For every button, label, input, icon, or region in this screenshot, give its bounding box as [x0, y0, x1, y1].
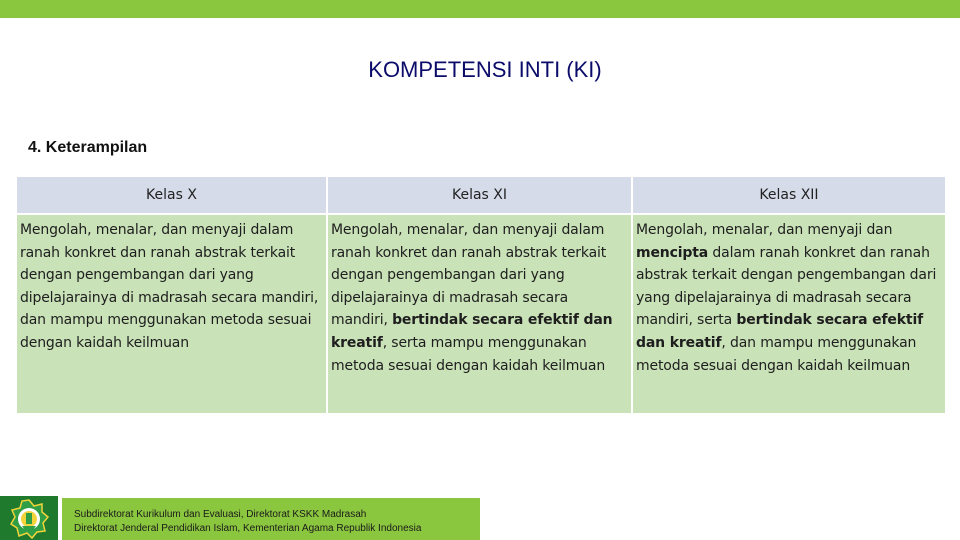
cell-text-bold: bertindak secara efektif dan kreatif — [636, 312, 924, 351]
competency-table — [15, 175, 947, 415]
cell-kelas-xii — [632, 214, 946, 414]
cell-kelas-xi — [327, 214, 632, 414]
footer-line-2: Direktorat Jenderal Pendidikan Islam, Kementerian Agama Republik Indonesia — [74, 523, 422, 534]
cell-text: , serta mampu menggunakan metoda sesuai dengan kaidah keilmuan — [331, 334, 606, 374]
cell-text: Mengolah, menalar, dan menyaji dan — [636, 222, 893, 238]
cell-text: dalam ranah konkret dan ranah abstrak terkait dengan pengembangan dari yang dipelajarainya di madrasah secara mandiri, serta — [636, 244, 937, 329]
table-row — [16, 214, 946, 414]
footer-box — [62, 498, 480, 540]
header-kelas-xii: Kelas XII — [632, 176, 946, 214]
header-kelas-xi: Kelas XI — [327, 176, 632, 214]
cell-text-bold: mencipta — [636, 244, 709, 261]
kemenag-emblem-icon — [0, 496, 58, 540]
slide-title: KOMPETENSI INTI (KI) — [368, 57, 602, 82]
header-kelas-x: Kelas X — [16, 176, 327, 214]
cell-text: Mengolah, menalar, dan menyaji dalam ranah konkret dan ranah abstrak terkait dengan pengembangan dari yang dipelajarainya di madrasah secara mandiri, — [331, 222, 607, 329]
table-header-row — [16, 176, 946, 214]
footer-line-1: Subdirektorat Kurikulum dan Evaluasi, Direktorat KSKK Madrasah — [74, 509, 367, 520]
cell-text-bold: bertindak secara efektif dan kreatif — [331, 312, 613, 351]
top-accent-bar — [0, 0, 960, 18]
section-heading: 4. Keterampilan — [28, 139, 148, 156]
cell-kelas-x — [16, 214, 327, 414]
cell-text: Mengolah, menalar, dan menyaji dalam ranah konkret dan ranah abstrak terkait dengan pengembangan dari yang dipelajarainya di madrasah secara mandiri, dan mampu menggunakan metoda sesuai dengan kaidah keilmuan — [20, 222, 319, 351]
cell-text: , dan mampu menggunakan metoda sesuai dengan kaidah keilmuan — [636, 334, 917, 374]
